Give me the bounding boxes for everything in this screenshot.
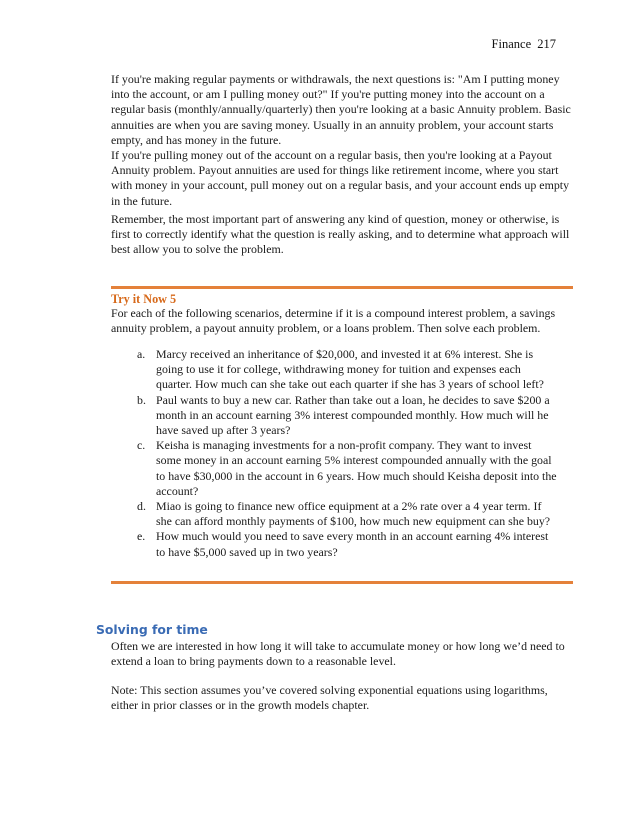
problem-item	[137, 499, 557, 529]
section-paragraph-block	[111, 639, 573, 669]
problem-item	[137, 438, 557, 499]
running-title: Finance	[491, 37, 532, 51]
try-it-now-box	[111, 286, 573, 583]
annuity-paragraph: If you're making regular payments or withdrawals, the next questions is: "Am I putting money into the account, or am I pulling money out?" If you're putting money into the account on a regular basis (monthly/annually/quarterly) then you're looking at a basic Annuity problem. Basic annuities are when you are saving money. Usually in an annuity problem, your account starts empty, and has money in the future.	[111, 72, 571, 147]
section-heading: Solving for time	[96, 622, 208, 637]
problem-marker: c.	[137, 438, 146, 453]
intro-block	[111, 72, 573, 209]
problem-item	[137, 347, 557, 393]
try-it-title: Try it Now 5	[111, 292, 177, 306]
problem-list	[137, 347, 557, 560]
problem-marker: a.	[137, 347, 146, 361]
problem-text: Miao is going to finance new office equipment at a 2% rate over a 4 year term. If she can afford monthly payments of $100, how much new equipment can she buy?	[156, 499, 551, 529]
payout-annuity-paragraph: If you're pulling money out of the account on a regular basis, then you're looking at a Payout Annuity problem. Payout annuities are used for things like retirement income, where you start with money in your account, pull money out on a regular basis, and your account ends up empty in the future.	[111, 148, 570, 208]
problem-item	[137, 393, 557, 439]
problem-text: Keisha is managing investments for a non-profit company. They want to invest some money in an account earning 5% interest compounded annually with the goal to have $30,000 in the account in 6 years. How much should Keisha deposit into the account?	[156, 438, 557, 498]
running-header	[492, 37, 556, 52]
page-number: 217	[537, 37, 556, 51]
try-box-bottom-rule	[111, 581, 573, 584]
problem-marker: b.	[137, 392, 146, 407]
note-block	[111, 683, 573, 713]
problem-text: Paul wants to buy a new car. Rather than take out a loan, he decides to save $200 a month in an account earning 3% interest compounded monthly. How much will he have saved up after 3 years?	[156, 392, 550, 438]
problem-marker: d.	[137, 499, 146, 514]
problem-text: Marcy received an inheritance of $20,000, and invested it at 6% interest. She is going to use it for college, withdrawing money for tuition and expenses each quarter. How much can she take out each quarter if she has 3 years of school left?	[156, 347, 544, 392]
problem-marker: e.	[137, 529, 146, 544]
section-paragraph: Often we are interested in how long it will take to accumulate money or how long we’d need to extend a loan to bring payments down to a reasonable level.	[111, 639, 565, 669]
remember-paragraph: Remember, the most important part of answering any kind of question, money or otherwise, is first to correctly identify what the question is really asking, and to determine what approach will best allow you to solve the problem.	[111, 212, 570, 257]
remember-block	[111, 212, 573, 258]
try-box-top-rule	[111, 286, 573, 289]
problem-item	[137, 529, 557, 559]
note-paragraph: Note: This section assumes you’ve covered solving exponential equations using logarithms, either in prior classes or in the growth models chapter.	[111, 683, 548, 713]
try-it-intro: For each of the following scenarios, determine if it is a compound interest problem, a savings annuity problem, a payout annuity problem, or a loans problem. Then solve each problem.	[111, 306, 556, 336]
problem-text: How much would you need to save every month in an account earning 4% interest to have $5,000 saved up in two years?	[156, 529, 549, 559]
